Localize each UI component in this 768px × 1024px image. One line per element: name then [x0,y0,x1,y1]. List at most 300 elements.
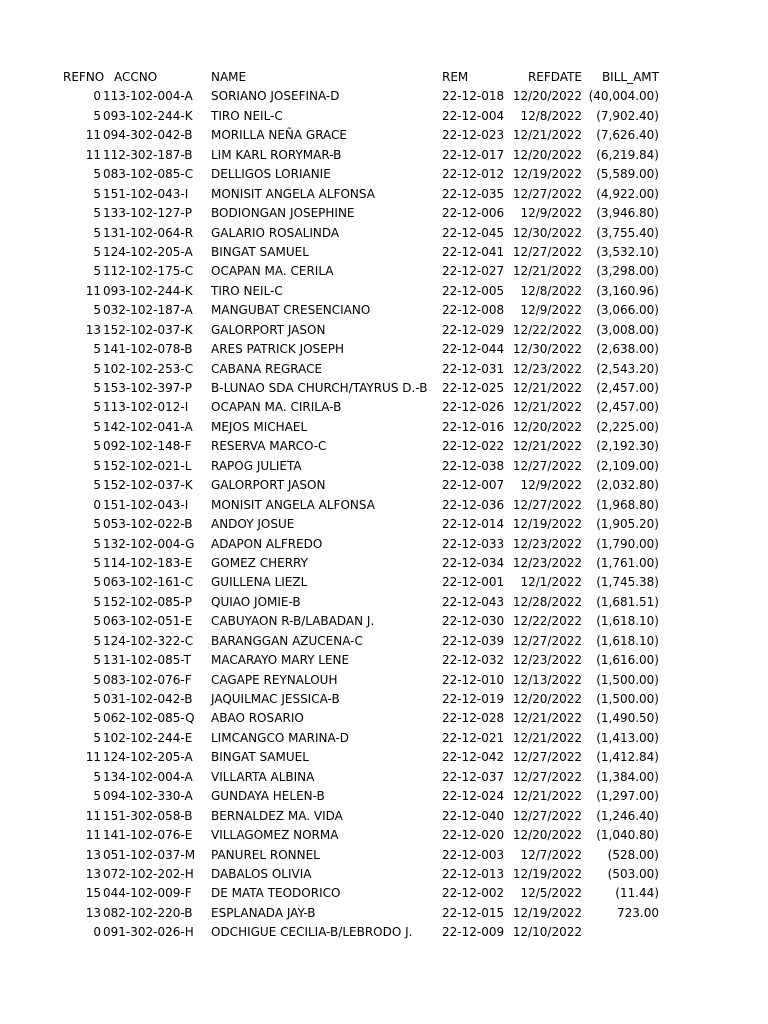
cell-name: SORIANO JOSEFINA-D [211,89,340,104]
cell-refdate: 12/21/2022 [512,711,582,726]
cell-accno: 124-102-205-A [103,244,193,259]
cell-rem: 22-12-042 [442,750,505,765]
cell-bill-amt: (3,946.80) [596,206,659,221]
cell-refdate: 12/23/2022 [512,536,582,551]
cell-refdate: 12/20/2022 [512,147,582,162]
cell-name: MONISIT ANGELA ALFONSA [211,186,375,201]
cell-refno: 5 [93,244,101,259]
table-row [0,651,768,670]
cell-refdate: 12/30/2022 [512,342,582,357]
table-row [0,807,768,826]
cell-refdate: 12/27/2022 [512,186,582,201]
cell-rem: 22-12-003 [442,847,505,862]
cell-rem: 22-12-045 [442,225,505,240]
cell-name: MACARAYO MARY LENE [211,653,350,668]
cell-refdate: 12/21/2022 [512,381,582,395]
cell-rem: 22-12-014 [442,517,505,532]
cell-rem: 22-12-017 [442,147,505,162]
cell-bill-amt: (1,500.00) [596,672,659,687]
table-row [0,418,768,437]
cell-accno: 093-102-244-K [103,108,193,123]
cell-rem: 22-12-026 [442,400,505,415]
cell-refdate: 12/19/2022 [512,517,582,532]
cell-name: ADAPON ALFREDO [211,536,323,551]
header-accno: ACCNO [114,70,158,84]
cell-refno: 5 [93,342,101,357]
cell-rem: 22-12-031 [442,361,505,376]
header-bill-amt: BILL_AMT [601,70,659,84]
cell-refno: 13 [85,866,101,881]
cell-name: TIRO NEIL-C [211,283,283,298]
cell-accno: 141-102-076-E [103,828,193,843]
table-row [0,437,768,456]
cell-name: B-LUNAO SDA CHURCH/TAYRUS D.-B [211,381,428,395]
cell-refno: 5 [93,536,101,551]
cell-accno: 092-102-148-F [103,439,192,454]
table-row [0,593,768,612]
header-rem: REM [442,70,469,84]
cell-accno: 112-102-175-C [103,264,194,279]
cell-refdate: 12/21/2022 [512,789,582,804]
cell-refdate: 12/21/2022 [512,400,582,415]
cell-name: BERNALDEZ MA. VIDA [211,808,343,823]
cell-bill-amt: (5,589.00) [596,167,659,182]
cell-refno: 0 [93,497,101,512]
cell-bill-amt: (11.44) [615,886,659,901]
cell-bill-amt: (4,922.00) [596,186,659,201]
cell-refno: 5 [93,575,101,590]
cell-refdate: 12/10/2022 [512,925,582,940]
cell-name: BODIONGAN JOSEPHINE [211,206,355,221]
cell-accno: 053-102-022-B [103,517,193,532]
table-row [0,535,768,554]
cell-bill-amt: (1,412.84) [596,750,659,765]
cell-refno: 15 [85,886,101,901]
cell-refdate: 12/19/2022 [512,167,582,182]
cell-accno: 083-102-076-F [103,672,192,687]
cell-bill-amt: (3,298.00) [596,264,659,279]
cell-accno: 152-102-037-K [103,322,193,337]
cell-rem: 22-12-025 [442,381,505,395]
cell-refno: 5 [93,419,101,434]
table-row [0,709,768,728]
cell-refdate: 12/22/2022 [512,322,582,337]
cell-rem: 22-12-039 [442,633,505,648]
table-row [0,515,768,534]
cell-refno: 11 [85,828,101,843]
cell-refno: 5 [93,108,101,123]
cell-refno: 13 [85,322,101,337]
cell-name: ESPLANADA JAY-B [211,905,316,920]
cell-refdate: 12/5/2022 [520,886,582,901]
cell-refdate: 12/21/2022 [512,128,582,143]
cell-refno: 5 [93,789,101,804]
cell-refdate: 12/20/2022 [512,692,582,706]
cell-refno: 5 [93,264,101,279]
cell-rem: 22-12-001 [442,575,505,590]
cell-refno: 5 [93,730,101,745]
cell-name: GUILLENA LIEZL [211,575,308,590]
cell-refno: 11 [85,147,101,162]
cell-accno: 114-102-183-E [103,555,193,570]
cell-accno: 051-102-037-M [103,847,196,862]
cell-bill-amt: (2,192.30) [596,439,659,454]
cell-refdate: 12/27/2022 [512,244,582,259]
cell-refdate: 12/20/2022 [512,89,582,104]
cell-name: DE MATA TEODORICO [211,886,341,901]
cell-refno: 5 [93,458,101,473]
cell-refno: 5 [93,517,101,532]
table-row [0,884,768,903]
cell-rem: 22-12-037 [442,769,505,784]
cell-name: VILLARTA ALBINA [211,769,315,784]
table-row [0,360,768,379]
cell-accno: 063-102-161-C [103,575,194,590]
cell-refdate: 12/9/2022 [520,303,582,318]
cell-name: MORILLA NEÑA GRACE [211,128,348,143]
cell-refno: 11 [85,283,101,298]
cell-refno: 11 [85,808,101,823]
cell-accno: 113-102-012-I [103,400,189,415]
cell-rem: 22-12-044 [442,342,505,357]
cell-bill-amt: (1,413.00) [596,730,659,745]
header-refno: REFNO [63,70,105,84]
cell-name: PANUREL RONNEL [211,847,320,862]
cell-bill-amt: (1,761.00) [596,555,659,570]
table-row [0,612,768,631]
table-row [0,379,768,398]
cell-refdate: 12/27/2022 [512,750,582,765]
cell-name: GALORPORT JASON [211,478,326,493]
table-row [0,671,768,690]
cell-name: CABANA REGRACE [211,361,323,376]
cell-rem: 22-12-028 [442,711,505,726]
cell-name: LIMCANGCO MARINA-D [211,730,350,745]
cell-rem: 22-12-033 [442,536,505,551]
cell-name: MANGUBAT CRESENCIANO [211,303,371,318]
cell-name: DABALOS OLIVIA [211,866,312,881]
cell-refdate: 12/30/2022 [512,225,582,240]
cell-refdate: 12/27/2022 [512,497,582,512]
cell-refno: 5 [93,555,101,570]
cell-refno: 5 [93,361,101,376]
cell-accno: 031-102-042-B [103,692,193,706]
cell-accno: 124-102-205-A [103,750,193,765]
cell-accno: 131-102-085-T [103,653,191,668]
cell-refdate: 12/1/2022 [520,575,582,590]
cell-refno: 5 [93,478,101,493]
cell-refno: 5 [93,186,101,201]
cell-refno: 5 [93,381,101,395]
cell-accno: 152-102-021-L [103,458,192,473]
cell-name: CAGAPE REYNALOUH [211,672,338,687]
table-row [0,204,768,223]
cell-refdate: 12/8/2022 [520,108,582,123]
table-row [0,224,768,243]
table-row [0,690,768,709]
cell-refdate: 12/23/2022 [512,361,582,376]
cell-bill-amt: (7,626.40) [596,128,659,143]
cell-refdate: 12/13/2022 [512,672,582,687]
table-row [0,321,768,340]
cell-rem: 22-12-013 [442,866,505,881]
cell-rem: 22-12-004 [442,108,505,123]
cell-name: GALORPORT JASON [211,322,326,337]
cell-rem: 22-12-040 [442,808,505,823]
cell-rem: 22-12-029 [442,322,505,337]
cell-accno: 062-102-085-Q [103,711,195,726]
table-row [0,340,768,359]
cell-name: RAPOG JULIETA [211,458,302,473]
cell-refdate: 12/23/2022 [512,555,582,570]
cell-bill-amt: (3,755.40) [596,225,659,240]
cell-rem: 22-12-035 [442,186,505,201]
cell-refno: 5 [93,594,101,609]
cell-rem: 22-12-012 [442,167,505,182]
cell-bill-amt: (2,225.00) [596,419,659,434]
cell-refdate: 12/22/2022 [512,614,582,629]
table-row [0,87,768,106]
cell-bill-amt: (1,968.80) [596,497,659,512]
cell-refdate: 12/19/2022 [512,905,582,920]
cell-refno: 0 [93,925,101,940]
cell-name: ABAO ROSARIO [211,711,304,726]
cell-rem: 22-12-008 [442,303,505,318]
cell-rem: 22-12-009 [442,925,505,940]
cell-rem: 22-12-019 [442,692,505,706]
table-row [0,768,768,787]
cell-accno: 093-102-244-K [103,283,193,298]
cell-refno: 5 [93,633,101,648]
cell-refno: 0 [93,89,101,104]
cell-refdate: 12/21/2022 [512,439,582,454]
cell-accno: 153-102-397-P [103,381,192,395]
table-row [0,398,768,417]
cell-accno: 072-102-202-H [103,866,194,881]
table-row [0,846,768,865]
cell-accno: 094-302-042-B [103,128,193,143]
billing-table [0,68,768,943]
table-row [0,243,768,262]
cell-refdate: 12/27/2022 [512,633,582,648]
cell-refdate: 12/23/2022 [512,653,582,668]
table-row [0,748,768,767]
cell-rem: 22-12-023 [442,128,505,143]
cell-refdate: 12/9/2022 [520,478,582,493]
cell-bill-amt: 723.00 [617,905,659,920]
table-row [0,146,768,165]
cell-rem: 22-12-018 [442,89,505,104]
cell-accno: 113-102-004-A [103,89,193,104]
cell-name: OCAPAN MA. CERILA [211,264,334,279]
cell-bill-amt: (503.00) [607,866,659,881]
table-row [0,865,768,884]
cell-bill-amt: (3,160.96) [596,283,659,298]
cell-refno: 5 [93,614,101,629]
cell-accno: 102-102-253-C [103,361,194,376]
cell-refdate: 12/8/2022 [520,283,582,298]
cell-accno: 131-102-064-R [103,225,194,240]
cell-rem: 22-12-006 [442,206,505,221]
table-header [0,68,768,87]
cell-name: QUIAO JOMIE-B [211,594,301,609]
cell-accno: 152-102-037-K [103,478,193,493]
cell-rem: 22-12-036 [442,497,505,512]
table-row [0,923,768,942]
cell-rem: 22-12-041 [442,244,505,259]
cell-rem: 22-12-024 [442,789,505,804]
table-row [0,457,768,476]
table-row [0,787,768,806]
cell-bill-amt: (3,066.00) [596,303,659,318]
table-row [0,573,768,592]
table-row [0,282,768,301]
cell-accno: 152-102-085-P [103,594,192,609]
cell-name: ANDOY JOSUE [211,517,295,532]
cell-rem: 22-12-010 [442,672,505,687]
table-row [0,496,768,515]
cell-refno: 5 [93,711,101,726]
cell-name: BARANGGAN AZUCENA-C [211,633,363,648]
cell-bill-amt: (1,745.38) [596,575,659,590]
cell-refno: 5 [93,439,101,454]
cell-bill-amt: (1,384.00) [596,769,659,784]
cell-refno: 5 [93,206,101,221]
cell-accno: 112-302-187-B [103,147,193,162]
cell-rem: 22-12-034 [442,555,505,570]
cell-bill-amt: (3,532.10) [596,244,659,259]
cell-name: RESERVA MARCO-C [211,439,327,454]
cell-name: TIRO NEIL-C [211,108,283,123]
cell-refno: 5 [93,167,101,182]
table-row [0,904,768,923]
cell-bill-amt: (3,008.00) [596,322,659,337]
cell-name: CABUYAON R-B/LABADAN J. [211,614,375,629]
cell-refdate: 12/7/2022 [520,847,582,862]
cell-name: GALARIO ROSALINDA [211,225,340,240]
cell-rem: 22-12-002 [442,886,505,901]
cell-accno: 133-102-127-P [103,206,192,221]
cell-refdate: 12/21/2022 [512,264,582,279]
cell-bill-amt: (2,457.00) [596,381,659,395]
table-row [0,262,768,281]
table-row [0,632,768,651]
cell-refdate: 12/9/2022 [520,206,582,221]
table-row [0,826,768,845]
cell-accno: 032-102-187-A [103,303,193,318]
cell-refno: 5 [93,225,101,240]
cell-refdate: 12/21/2022 [512,730,582,745]
cell-rem: 22-12-030 [442,614,505,629]
cell-name: BINGAT SAMUEL [211,244,309,259]
cell-refno: 13 [85,847,101,862]
cell-name: MONISIT ANGELA ALFONSA [211,497,375,512]
cell-accno: 124-102-322-C [103,633,194,648]
cell-bill-amt: (6,219.84) [596,147,659,162]
table-row [0,554,768,573]
cell-accno: 151-302-058-B [103,808,193,823]
cell-name: JAQUILMAC JESSICA-B [211,692,340,706]
cell-refno: 11 [85,128,101,143]
table-row [0,185,768,204]
table-row [0,126,768,145]
cell-refno: 5 [93,769,101,784]
cell-refdate: 12/27/2022 [512,458,582,473]
table-row [0,165,768,184]
cell-bill-amt: (1,790.00) [596,536,659,551]
cell-name: LIM KARL RORYMAR-B [211,147,342,162]
cell-name: GUNDAYA HELEN-B [211,789,325,804]
cell-bill-amt: (528.00) [607,847,659,862]
cell-bill-amt: (1,040.80) [596,828,659,843]
header-name: NAME [211,70,247,84]
cell-refdate: 12/27/2022 [512,769,582,784]
cell-rem: 22-12-015 [442,905,505,920]
cell-name: ODCHIGUE CECILIA-B/LEBRODO J. [211,925,413,940]
cell-accno: 083-102-085-C [103,167,194,182]
cell-accno: 063-102-051-E [103,614,193,629]
cell-refdate: 12/27/2022 [512,808,582,823]
cell-accno: 151-102-043-I [103,186,189,201]
cell-rem: 22-12-032 [442,653,505,668]
cell-bill-amt: (1,490.50) [596,711,659,726]
cell-refno: 5 [93,672,101,687]
table-row [0,476,768,495]
cell-rem: 22-12-021 [442,730,505,745]
cell-name: MEJOS MICHAEL [211,419,308,434]
cell-refno: 5 [93,400,101,415]
cell-refdate: 12/20/2022 [512,419,582,434]
cell-name: BINGAT SAMUEL [211,750,309,765]
cell-bill-amt: (1,618.10) [596,614,659,629]
cell-bill-amt: (2,638.00) [596,342,659,357]
cell-refno: 5 [93,653,101,668]
cell-accno: 134-102-004-A [103,769,193,784]
cell-name: GOMEZ CHERRY [211,555,308,570]
cell-rem: 22-12-027 [442,264,505,279]
cell-name: ARES PATRICK JOSEPH [211,342,345,357]
cell-bill-amt: (2,457.00) [596,400,659,415]
cell-bill-amt: (1,618.10) [596,633,659,648]
cell-rem: 22-12-016 [442,419,505,434]
cell-rem: 22-12-022 [442,439,505,454]
cell-accno: 151-102-043-I [103,497,189,512]
cell-bill-amt: (2,032.80) [596,478,659,493]
cell-accno: 132-102-004-G [103,536,195,551]
cell-bill-amt: (1,681.51) [596,594,659,609]
cell-refno: 13 [85,905,101,920]
cell-refdate: 12/19/2022 [512,866,582,881]
cell-refno: 11 [85,750,101,765]
cell-accno: 142-102-041-A [103,419,193,434]
cell-accno: 102-102-244-E [103,730,193,745]
cell-bill-amt: (1,297.00) [596,789,659,804]
cell-accno: 082-102-220-B [103,905,193,920]
cell-accno: 141-102-078-B [103,342,193,357]
table-row [0,729,768,748]
cell-rem: 22-12-007 [442,478,505,493]
cell-accno: 044-102-009-F [103,886,192,901]
table-row [0,301,768,320]
cell-bill-amt: (2,543.20) [596,361,659,376]
cell-accno: 091-302-026-H [103,925,194,940]
cell-rem: 22-12-038 [442,458,505,473]
cell-refno: 5 [93,692,101,706]
cell-bill-amt: (7,902.40) [596,108,659,123]
cell-bill-amt: (1,905.20) [596,517,659,532]
cell-rem: 22-12-005 [442,283,505,298]
cell-rem: 22-12-020 [442,828,505,843]
